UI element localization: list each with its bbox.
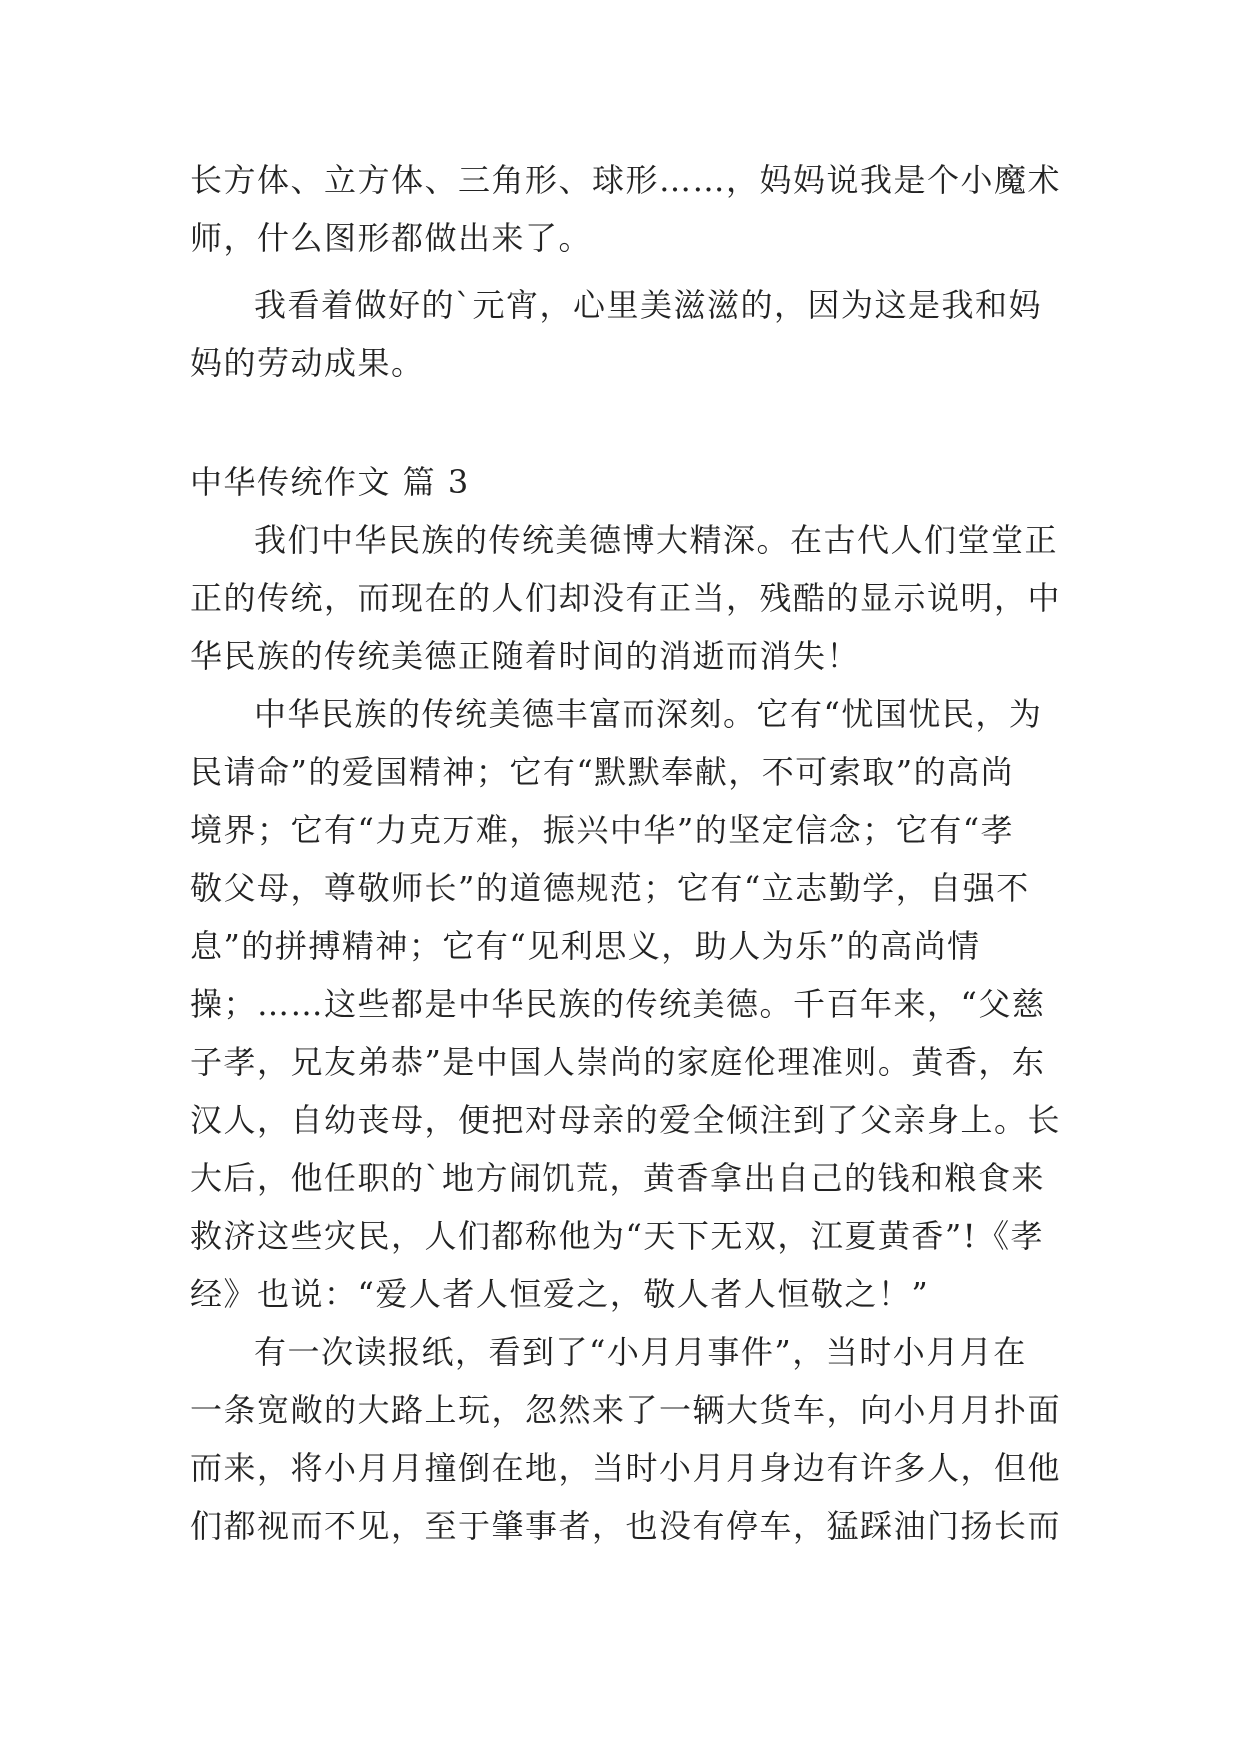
text-line: 子孝，兄友弟恭”是中国人崇尚的家庭伦理准则。黄香，东 [190, 1043, 1046, 1081]
text-line: 操；……这些都是中华民族的传统美德。千百年来，“父慈 [190, 985, 1046, 1023]
text-line: 汉人，自幼丧母，便把对母亲的爱全倾注到了父亲身上。长 [190, 1101, 1062, 1139]
text-line: 救济这些灾民，人们都称他为“天下无双，江夏黄香”!《孝 [190, 1217, 1045, 1255]
text-line: 民请命”的爱国精神；它有“默默奉献，不可索取”的高尚 [190, 753, 1015, 791]
text-line: 息”的拼搏精神；它有“见利思义，助人为乐”的高尚情 [190, 927, 981, 965]
text-line: 妈的劳动成果。 [190, 344, 425, 382]
text-line: 华民族的传统美德正随着时间的消逝而消失！ [190, 637, 861, 675]
text-line: 一条宽敞的大路上玩，忽然来了一辆大货车，向小月月扑面 [190, 1391, 1062, 1429]
paragraph-first-line: 中华民族的传统美德丰富而深刻。它有“忧国忧民，为 [254, 695, 1043, 733]
paragraph-first-line: 我看着做好的`元宵，心里美滋滋的，因为这是我和妈 [254, 286, 1043, 324]
text-line: 经》也说：“爱人者人恒爱之，敬人者人恒敬之！” [190, 1275, 930, 1313]
text-line: 敬父母，尊敬师长”的道德规范；它有“立志勤学，自强不 [190, 869, 1030, 907]
paragraph-first-line: 有一次读报纸，看到了“小月月事件”，当时小月月在 [254, 1333, 1027, 1371]
text-line: 大后，他任职的`地方闹饥荒，黄香拿出自己的钱和粮食来 [190, 1159, 1046, 1197]
text-line: 师，什么图形都做出来了。 [190, 219, 593, 257]
text-line: 境界；它有“力克万难，振兴中华”的坚定信念；它有“孝 [190, 811, 1015, 849]
text-line: 们都视而不见，至于肇事者，也没有停车，猛踩油门扬长而 [190, 1507, 1062, 1545]
text-line: 正的传统，而现在的人们却没有正当，残酷的显示说明，中 [190, 579, 1062, 617]
section-heading: 中华传统作文 篇 3 [190, 463, 470, 501]
text-line: 长方体、立方体、三角形、球形……，妈妈说我是个小魔术 [190, 161, 1062, 199]
text-line: 而来，将小月月撞倒在地，当时小月月身边有许多人，但他 [190, 1449, 1062, 1487]
paragraph-first-line: 我们中华民族的传统美德博大精深。在古代人们堂堂正 [254, 521, 1059, 559]
